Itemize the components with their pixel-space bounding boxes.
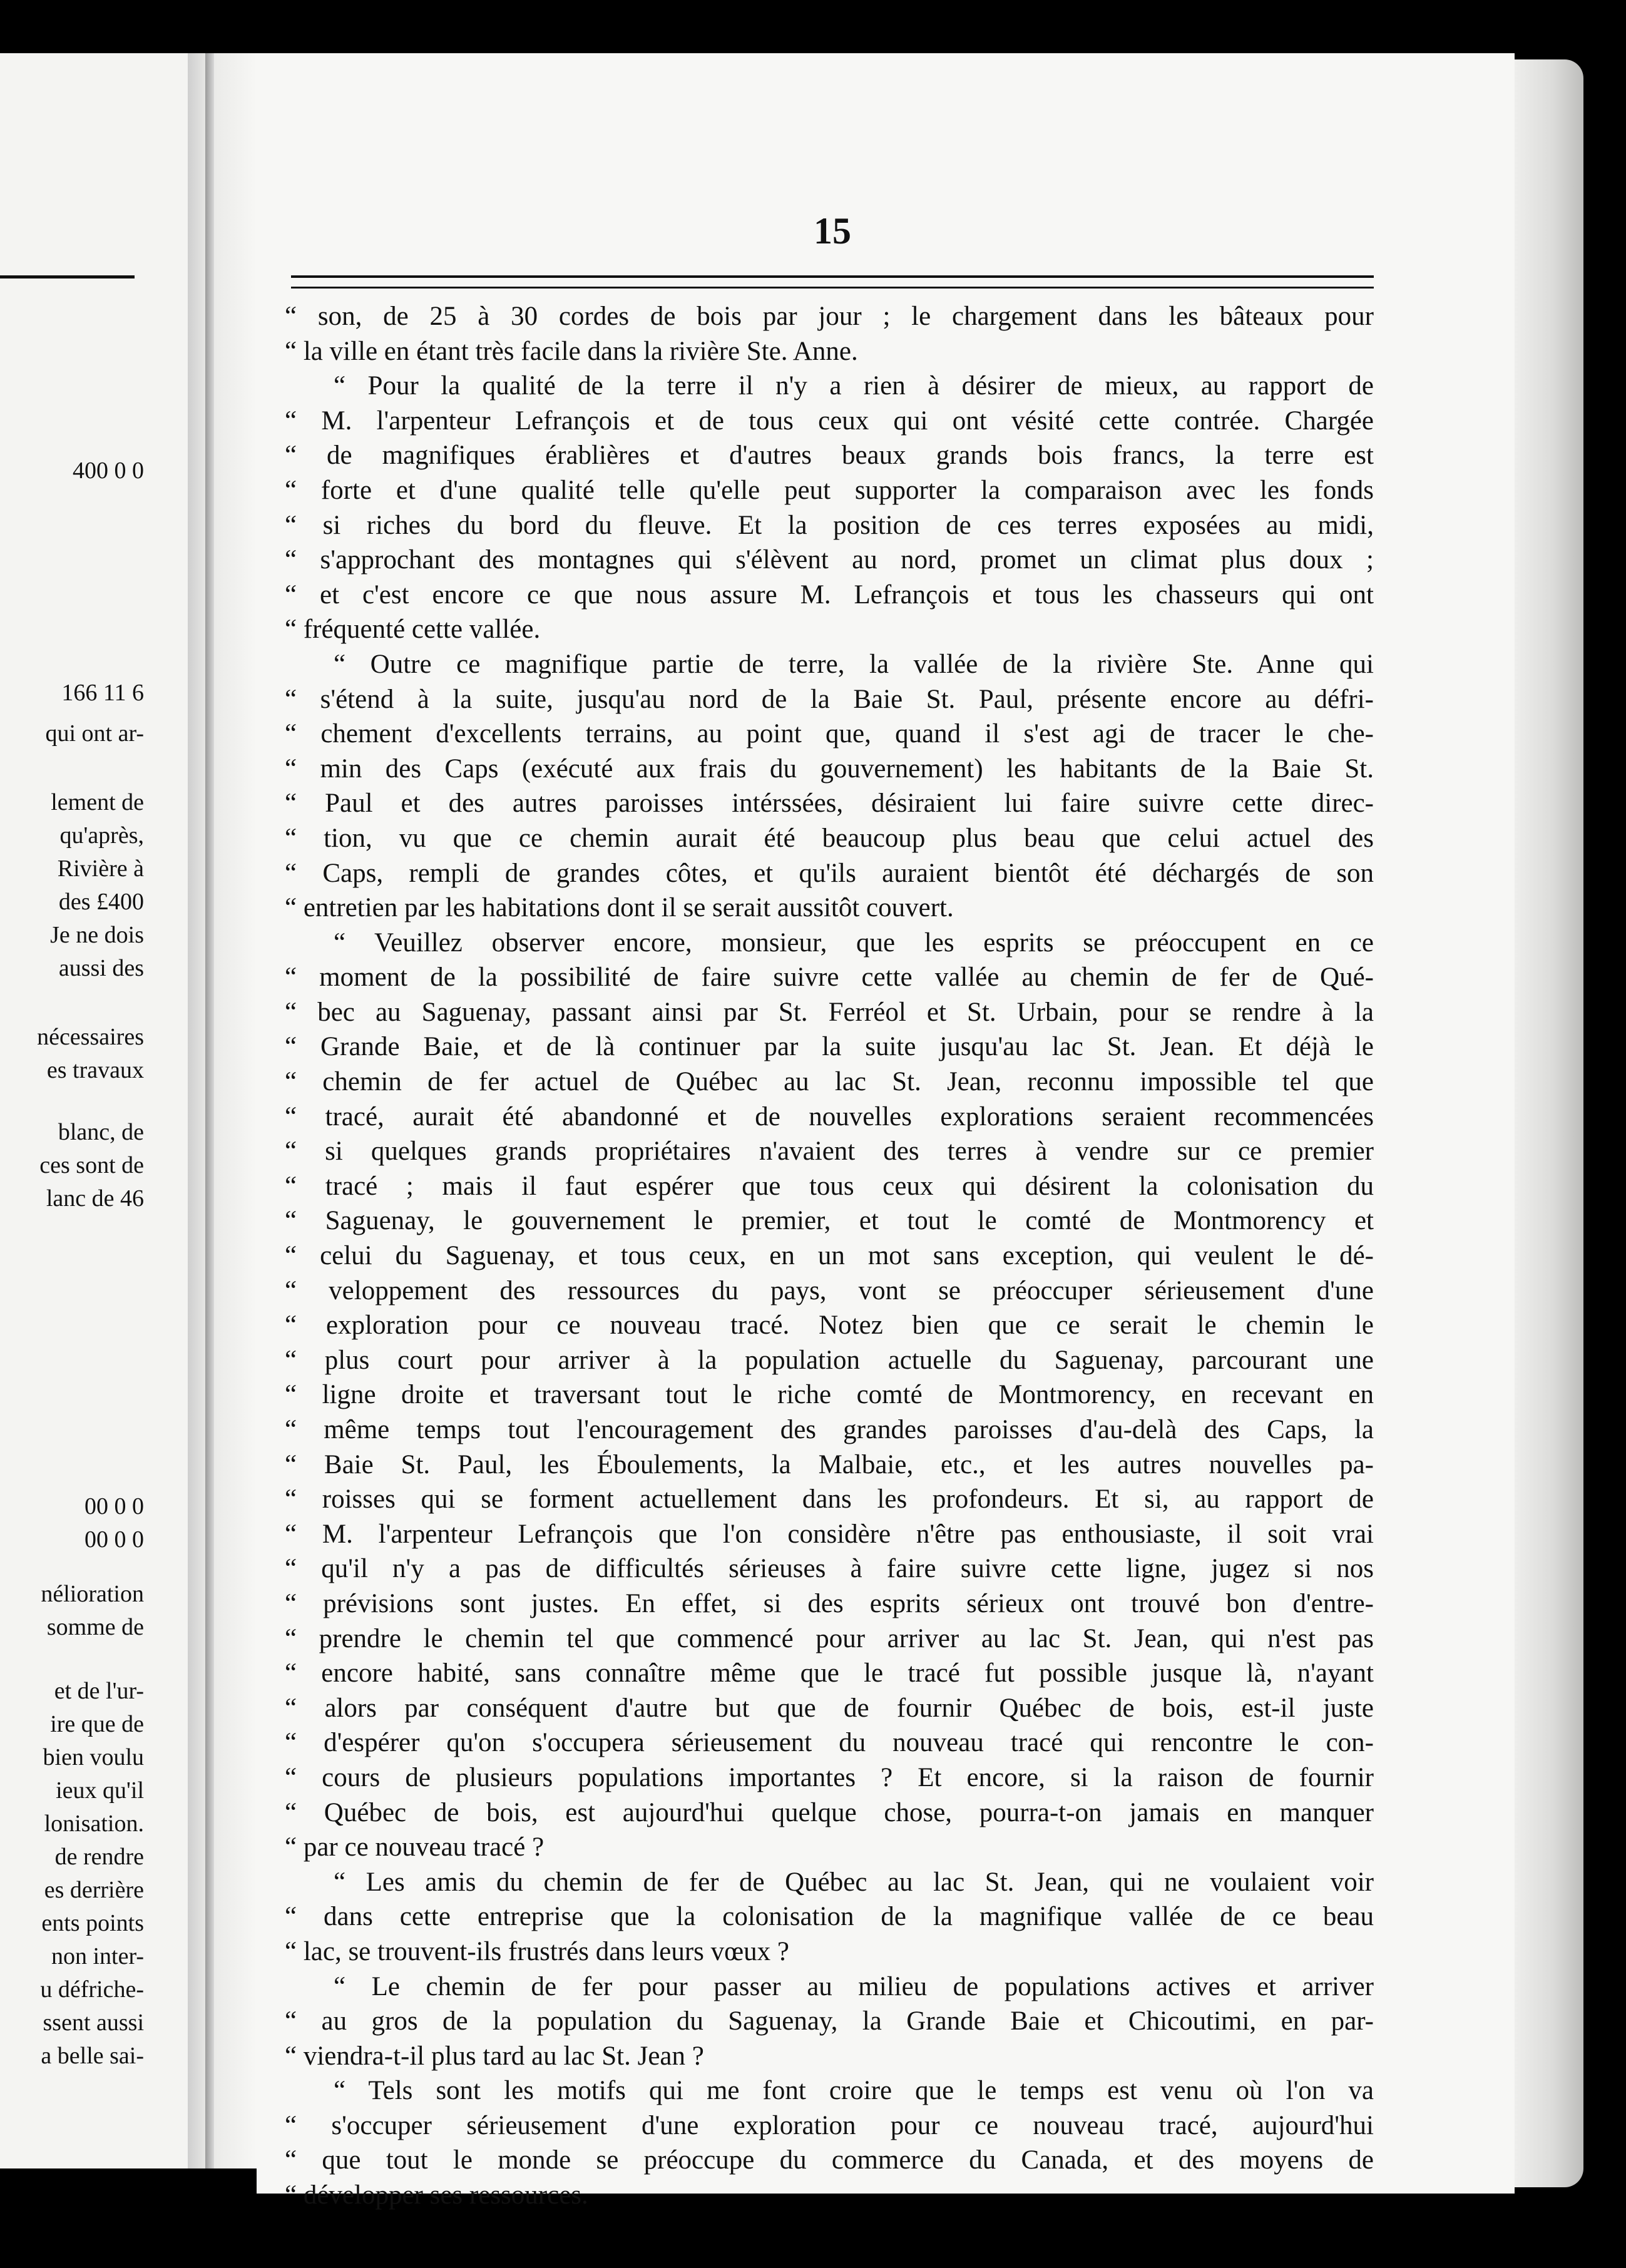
left-fragment: nécessaires <box>37 1024 144 1050</box>
body-text <box>285 299 1374 2213</box>
text-line: “ d'espérer qu'on s'occupera sérieusement du nouveau tracé qui rencontre le con- <box>285 1728 1374 1758</box>
text-line: “ Saguenay, le gouvernement le premier, et tout le comté de Montmorency et <box>285 1206 1374 1236</box>
text-line: “ lac, se trouvent-ils frustrés dans leurs vœux ? <box>285 1936 790 1966</box>
left-fragment: aussi des <box>58 955 144 981</box>
left-page-rule <box>0 275 135 278</box>
text-line: “ encore habité, sans connaître même que le tracé fut possible jusque là, n'ayant <box>285 1658 1374 1688</box>
text-line: “ chement d'excellents terrains, au point que, quand il s'est agi de tracer le che- <box>285 719 1374 749</box>
left-fragment: nélioration <box>41 1581 144 1607</box>
text-line: “ prendre le chemin tel que commencé pour arriver au lac St. Jean, qui n'est pas <box>285 1623 1374 1653</box>
text-line: “ Paul et des autres paroisses intérssées, désiraient lui faire suivre cette direc- <box>285 789 1374 819</box>
left-fragment: Je ne dois <box>50 922 144 948</box>
text-line: “ veloppement des ressources du pays, vont se préoccuper sérieusement d'une <box>285 1275 1374 1305</box>
text-line: “ la ville en étant très facile dans la rivière Ste. Anne. <box>285 336 858 366</box>
text-line: “ tion, vu que ce chemin aurait été beaucoup plus beau que celui actuel des <box>285 823 1374 853</box>
left-fragment: et de l'ur- <box>54 1678 144 1704</box>
text-line: “ Baie St. Paul, les Éboulements, la Malbaie, etc., et les autres nouvelles pa- <box>285 1449 1374 1479</box>
text-line: “ fréquenté cette vallée. <box>285 615 541 645</box>
left-fragment: blanc, de <box>58 1119 144 1145</box>
text-line: “ ligne droite et traversant tout le riche comté de Montmorency, en recevant en <box>285 1380 1374 1410</box>
text-line: “ chemin de fer actuel de Québec au lac St. Jean, reconnu impossible tel que <box>285 1067 1374 1097</box>
left-fragment: u défriche- <box>40 1976 144 2003</box>
left-fragment: qui ont ar- <box>45 720 144 747</box>
left-fragment: des £400 <box>58 889 144 915</box>
text-line: “ viendra-t-il plus tard au lac St. Jean ? <box>285 2041 704 2071</box>
text-line: “ Grande Baie, et de là continuer par la suite jusqu'au lac St. Jean. Et déjà le <box>285 1032 1374 1062</box>
left-fragment: ire que de <box>50 1711 144 1737</box>
text-line: “ de magnifiques érablières et d'autres beaux grands bois francs, la terre est <box>285 441 1374 471</box>
text-line: “ Québec de bois, est aujourd'hui quelque chose, pourra-t-on jamais en manquer <box>285 1797 1374 1827</box>
text-line: “ bec au Saguenay, passant ainsi par St. Ferréol et St. Urbain, pour se rendre à la <box>285 997 1374 1027</box>
text-line: “ Outre ce magnifique partie de terre, la vallée de la rivière Ste. Anne qui <box>334 649 1374 679</box>
text-line: “ Le chemin de fer pour passer au milieu de populations actives et arriver <box>334 1971 1374 2001</box>
header-double-rule <box>291 275 1374 289</box>
text-line: “ Tels sont les motifs qui me font croire que le temps est venu où l'on va <box>334 2076 1374 2106</box>
left-fragment: 166 11 6 <box>61 680 144 706</box>
text-line: “ même temps tout l'encouragement des grandes paroisses d'au-delà des Caps, la <box>285 1415 1374 1444</box>
text-line: “ forte et d'une qualité telle qu'elle peut supporter la comparaison avec les fonds <box>285 475 1374 505</box>
text-line: “ s'approchant des montagnes qui s'élèvent au nord, promet un climat plus doux ; <box>285 545 1374 575</box>
text-line: “ exploration pour ce nouveau tracé. Notez bien que ce serait le chemin le <box>285 1310 1374 1341</box>
left-fragment: 00 0 0 <box>84 1493 144 1520</box>
left-fragment: ents points <box>41 1910 144 1936</box>
text-line: “ s'occuper sérieusement d'une exploration pour ce nouveau tracé, aujourd'hui <box>285 2110 1374 2140</box>
left-fragment: lement de <box>51 789 144 815</box>
text-line: “ Pour la qualité de la terre il n'y a rien à désirer de mieux, au rapport de <box>334 371 1374 401</box>
text-line: “ si quelques grands propriétaires n'avaient des terres à vendre sur ce premier <box>285 1137 1374 1167</box>
left-fragment: qu'après, <box>59 822 144 849</box>
text-line: “ plus court pour arriver à la population actuelle du Saguenay, parcourant une <box>285 1345 1374 1375</box>
text-line: “ son, de 25 à 30 cordes de bois par jour ; le chargement dans les bâteaux pour <box>285 302 1374 331</box>
text-line: “ s'étend à la suite, jusqu'au nord de la Baie St. Paul, présente encore au défri- <box>285 684 1374 714</box>
page-right-edge <box>1515 59 1583 2187</box>
text-line: “ M. l'arpenteur Lefrançois et de tous ceux qui ont vésité cette contrée. Chargée <box>285 406 1374 436</box>
text-line: “ prévisions sont justes. En effet, si des esprits sérieux ont trouvé bon d'entre- <box>285 1588 1374 1618</box>
text-line: “ entretien par les habitations dont il se serait aussitôt couvert. <box>285 893 954 923</box>
text-line: “ Les amis du chemin de fer de Québec au lac St. Jean, qui ne voulaient voir <box>334 1867 1374 1897</box>
text-line: “ Caps, rempli de grandes côtes, et qu'ils auraient bientôt été déchargés de son <box>285 858 1374 888</box>
left-fragment: de rendre <box>54 1844 144 1870</box>
left-fragment: es derrière <box>44 1877 144 1903</box>
left-fragment: a belle sai- <box>41 2043 144 2069</box>
text-line: “ min des Caps (exécuté aux frais du gouvernement) les habitants de la Baie St. <box>285 753 1374 784</box>
text-line: “ et c'est encore ce que nous assure M. Lefrançois et tous les chasseurs qui ont <box>285 580 1374 610</box>
left-fragment: lonisation. <box>44 1811 144 1837</box>
left-fragment: somme de <box>46 1614 144 1640</box>
text-line: “ tracé ; mais il faut espérer que tous ceux qui désirent la colonisation du <box>285 1171 1374 1201</box>
gutter-fold <box>205 53 214 2168</box>
text-line: “ qu'il n'y a pas de difficultés sérieuses à faire suivre cette ligne, jugez si nos <box>285 1554 1374 1584</box>
text-line: “ celui du Saguenay, et tous ceux, en un mot sans exception, qui veulent le dé- <box>285 1241 1374 1271</box>
left-fragment: ces sont de <box>39 1152 144 1178</box>
text-line: “ dans cette entreprise que la colonisation de la magnifique vallée de ce beau <box>285 1902 1374 1932</box>
text-line: “ alors par conséquent d'autre but que de fournir Québec de bois, est-il juste <box>285 1693 1374 1723</box>
left-fragment: es travaux <box>46 1057 144 1083</box>
text-line: “ cours de plusieurs populations importantes ? Et encore, si la raison de fournir <box>285 1762 1374 1792</box>
text-line: “ moment de la possibilité de faire suivre cette vallée au chemin de fer de Qué- <box>285 963 1374 993</box>
text-line: “ Veuillez observer encore, monsieur, que les esprits se préoccupent en ce <box>334 927 1374 958</box>
text-line: “ roisses qui se forment actuellement dans les profondeurs. Et si, au rapport de <box>285 1484 1374 1515</box>
left-fragment: non inter- <box>51 1943 144 1969</box>
book-gutter <box>188 53 257 2168</box>
page-number: 15 <box>814 210 851 252</box>
text-line: “ tracé, aurait été abandonné et de nouvelles explorations seraient recommencées <box>285 1101 1374 1131</box>
text-line: “ par ce nouveau tracé ? <box>285 1832 545 1862</box>
left-fragment: 400 0 0 <box>73 457 144 484</box>
text-line: “ au gros de la population du Saguenay, la Grande Baie et Chicoutimi, en par- <box>285 2006 1374 2036</box>
previous-page-edge <box>0 53 188 2168</box>
text-line: “ que tout le monde se préoccupe du commerce du Canada, et des moyens de <box>285 2145 1374 2175</box>
left-fragment: ieux qu'il <box>56 1777 144 1804</box>
left-fragment: Rivière à <box>57 856 144 882</box>
left-fragment: ssent aussi <box>43 2010 144 2036</box>
left-fragment: lanc de 46 <box>46 1185 144 1212</box>
text-line: “ développer ses ressources. <box>285 2180 588 2210</box>
text-line: “ M. l'arpenteur Lefrançois que l'on considère n'être pas enthousiaste, il soit vrai <box>285 1519 1374 1549</box>
left-fragment: 00 0 0 <box>84 1526 144 1553</box>
text-line: “ si riches du bord du fleuve. Et la position de ces terres exposées au midi, <box>285 510 1374 540</box>
left-fragment: bien voulu <box>43 1744 144 1770</box>
